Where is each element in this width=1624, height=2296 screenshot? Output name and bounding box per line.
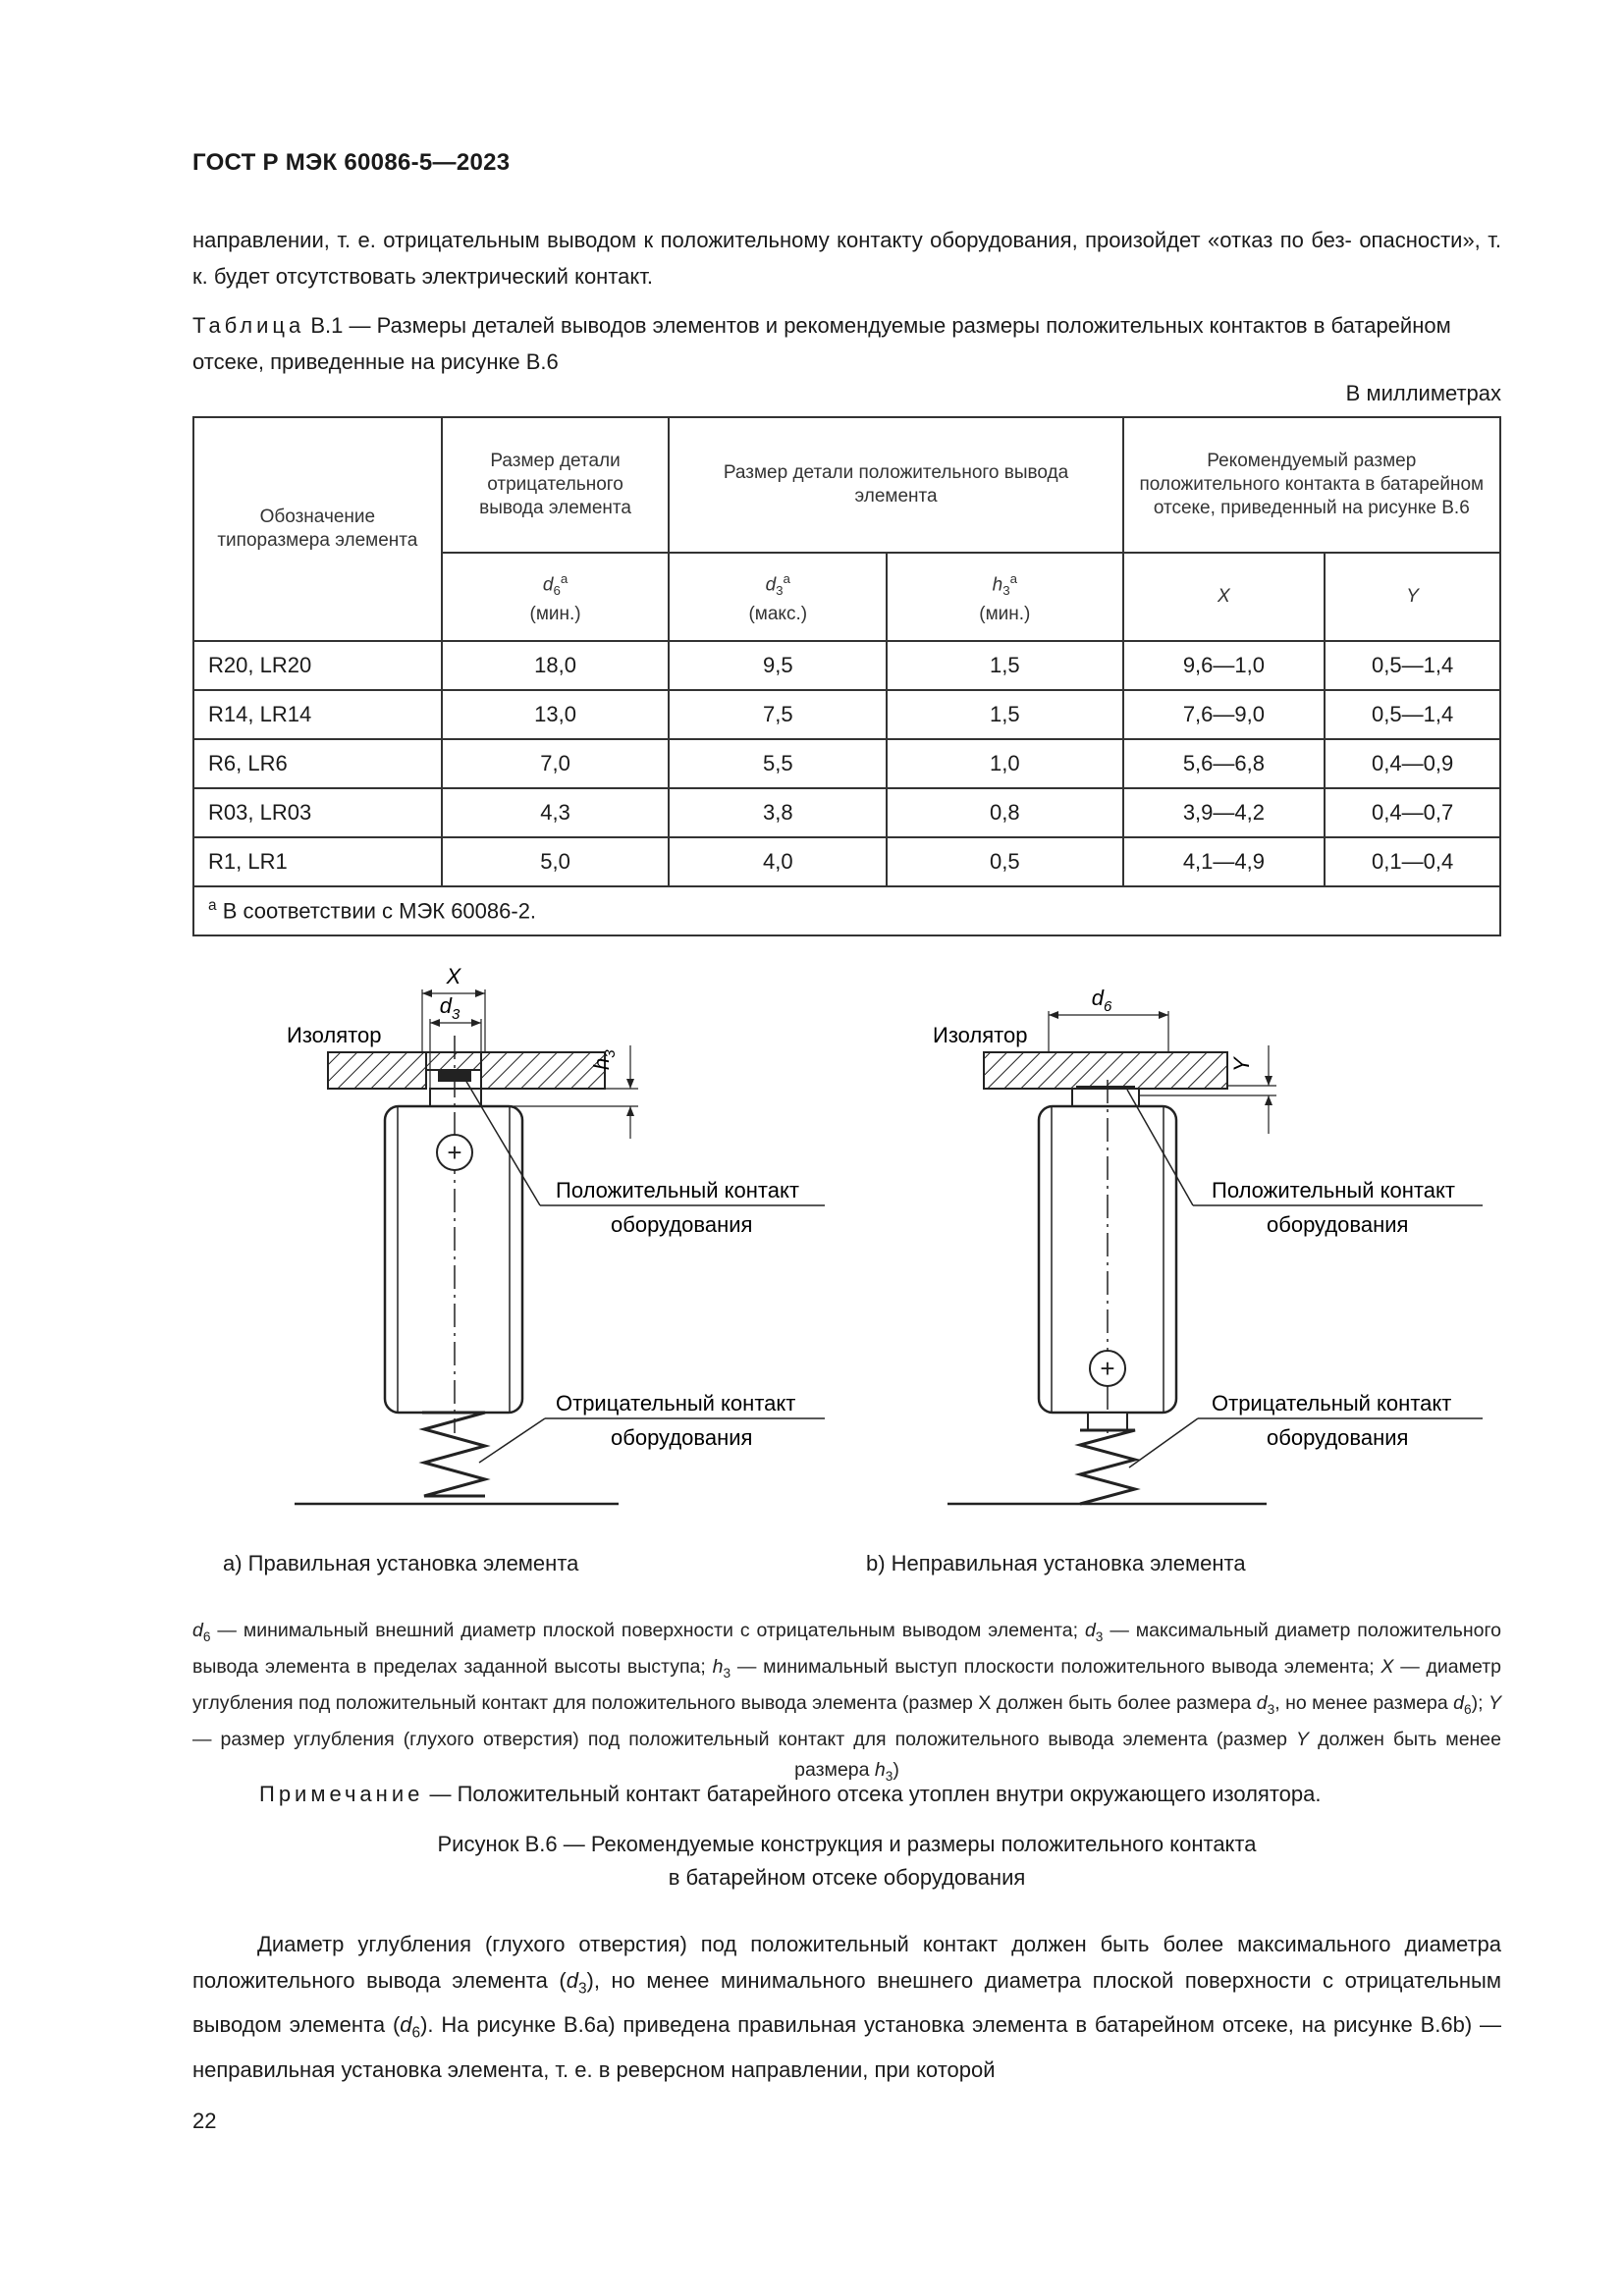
svg-text:d3: $d_3$ — [439, 993, 460, 1023]
intro-line-1: направлении, т. е. отрицательным выводом к положительному контакту оборудования, произойдет «отказ по без- — [192, 228, 1352, 252]
header-x: X — [1123, 553, 1326, 641]
header-h3: $h_3^a$ (мин.) — [887, 553, 1123, 641]
insulator-b — [984, 1052, 1227, 1089]
figure-b6 — [0, 942, 1624, 1551]
svg-text:Положительный контакт: Положительный контакт — [1212, 1178, 1455, 1202]
figure-note: Примечание — Положительный контакт батарейного отсека утоплен внутри окружающего изолятора. — [259, 1782, 1322, 1806]
header-d6: $d_6^a$ (мин.) — [442, 553, 670, 641]
svg-text:оборудования: оборудования — [611, 1425, 753, 1450]
table-row: R6, LR6 7,0 5,5 1,0 5,6—6,8 0,4—0,9 — [193, 739, 1500, 788]
insulator-a-recess — [426, 1052, 481, 1070]
table-footnote: $^a$ В соответствии с МЭК 60086-2. — [193, 886, 1500, 935]
figure-legend: $d_6$ — минимальный внешний диаметр плоской поверхности с отрицательным выводом элемента; $d_3$ — максимальный диаметр положительного вывода элемента в пределах заданной высоты выступа; $h_3$ — минимальный выступ плоскости положительного вывода элемента; X — диаметр углубления под положительный контакт для положительного вывода элемента (размер X должен быть более размера $d_3$, но менее размера $d_6$); Y — размер углубления (глухого отверстия) под положительный контакт для положительного вывода элемента (размер Y должен быть менее размера $h_3$) — [192, 1620, 1501, 1784]
intro-paragraph — [192, 222, 1501, 294]
insulator-a-left — [328, 1052, 426, 1089]
panel-b — [933, 986, 1483, 1504]
table-title — [192, 307, 1501, 380]
svg-text:h3: $h_3$ — [589, 1049, 619, 1070]
table-row: R20, LR20 18,0 9,5 1,5 9,6—1,0 0,5—1,4 — [193, 641, 1500, 690]
header-positive: Размер детали положительного вывода элемента — [669, 417, 1122, 553]
svg-text:оборудования: оборудования — [611, 1212, 753, 1237]
figure-title: Рисунок B.6 — Рекомендуемые конструкция и размеры положительного контакта в батарейном отсеке оборудования — [437, 1832, 1257, 1890]
header-negative: Размер детали отрицательного вывода элемента — [442, 417, 670, 553]
body-paragraph: Диаметр углубления (глухого отверстия) под положительный контакт должен быть более максимального диаметра положительного вывода элемента $(d_3)$, но менее минимального внешнего диаметра плоской поверхности с отрицательным выводом элемента $(d_6)$. На рисунке B.6a) приведена правильная установка элемента в батарейном отсеке, на рисунке B.6b) — неправильная установка элемента, т. е. в реверсном направлении, при которой — [192, 1932, 1501, 2082]
spring-a — [422, 1413, 485, 1496]
svg-text:Положительный контакт: Положительный контакт — [556, 1178, 799, 1202]
dimensions-table — [192, 416, 1501, 936]
table-row: R03, LR03 4,3 3,8 0,8 3,9—4,2 0,4—0,7 — [193, 788, 1500, 837]
table-row: R14, LR14 13,0 7,5 1,5 7,6—9,0 0,5—1,4 — [193, 690, 1500, 739]
spring-b — [1080, 1430, 1135, 1504]
units-label: В миллиметрах — [1345, 381, 1501, 405]
svg-text:X: X — [446, 964, 461, 988]
svg-text:Y: Y — [1229, 1057, 1254, 1072]
table-title-text: B.1 — Размеры деталей выводов элементов и рекомендуемые размеры положительных контактов в батарейном отсеке, приведенные на рисунке B.6 — [192, 313, 1451, 374]
header-d3: $d_3^a$ (макс.) — [669, 553, 887, 641]
panel-a — [287, 964, 825, 1504]
svg-text:+: + — [447, 1138, 462, 1167]
svg-text:d6: $d_6$ — [1091, 986, 1112, 1015]
header-y: Y — [1325, 553, 1500, 641]
caption-a: а) Правильная установка элемента — [223, 1551, 579, 1575]
insulator-label-b: Изолятор — [933, 1023, 1028, 1047]
svg-text:Отрицательный контакт: Отрицательный контакт — [556, 1391, 796, 1415]
table-title-prefix: Таблица — [192, 313, 305, 338]
insulator-label-a: Изолятор — [287, 1023, 382, 1047]
insulator-a-right — [481, 1052, 605, 1089]
header-recommended: Рекомендуемый размер положительного контакта в батарейном отсеке, приведенный на рисунке B.6 — [1123, 417, 1500, 553]
svg-text:оборудования: оборудования — [1267, 1425, 1409, 1450]
svg-text:оборудования: оборудования — [1267, 1212, 1409, 1237]
header-designation: Обозначение типоразмера элемента — [193, 417, 442, 641]
table-row: R1, LR1 5,0 4,0 0,5 4,1—4,9 0,1—0,4 — [193, 837, 1500, 886]
page-number: 22 — [192, 2109, 217, 2133]
document-header: ГОСТ Р МЭК 60086-5—2023 — [192, 149, 511, 176]
caption-b: b) Неправильная установка элемента — [866, 1551, 1246, 1575]
svg-text:+: + — [1100, 1354, 1115, 1383]
intro-line-2: опасности», т. к. будет отсутствовать электрический контакт. — [192, 228, 1501, 289]
svg-text:Отрицательный контакт: Отрицательный контакт — [1212, 1391, 1452, 1415]
